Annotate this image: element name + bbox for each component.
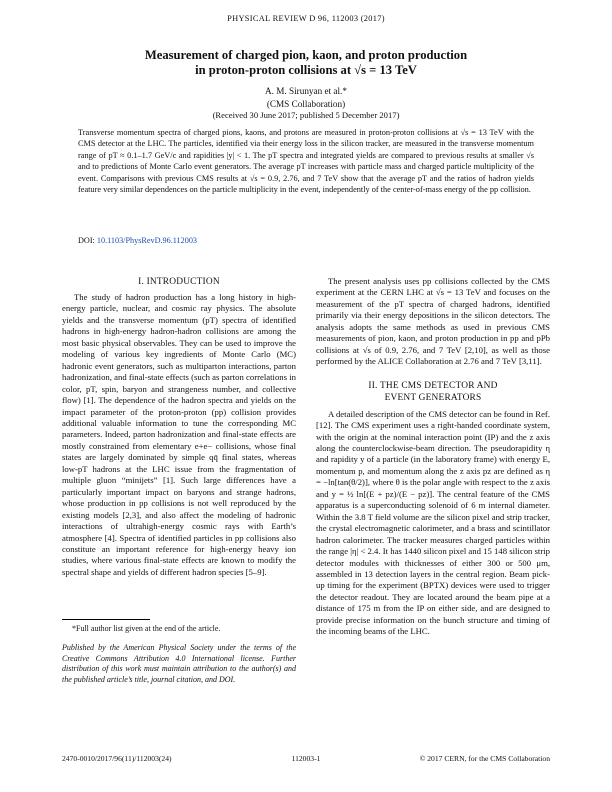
license-footnote: Published by the American Physical Society under the terms of the Creative Commons Attribution 4.0 International license. Further distribution of this work must maintain attribution to the author(s) and the published article’s title, journal citation, and DOI. (62, 643, 296, 684)
right-paragraph-2: A detailed description of the CMS detector can be found in Ref. [12]. The CMS experiment uses a right-handed coordinate system, with the origin at the nominal interaction point (IP) and the z axis along the counterclockwise-beam direction. The pseudorapidity η and rapidity y of a particle (in the laboratory frame) with energy E, momentum p, and momentum along the z axis pz are defined as η = −ln[tan(θ/2)], where θ is the polar angle with respect to the z axis and y = ½ ln[(E + pz)/(E − pz)]. The central feature of the CMS apparatus is a superconducting solenoid of 6 m internal diameter. Within the 3.8 T field volume are the silicon pixel and strip tracker, the crystal electromagnetic calorimeter, and a brass and scintillator hadron calorimeter. The tracker measures charged particles within the range |η| < 2.4. It has 1440 silicon pixel and 15 148 silicon strip detector modules with thicknesses of either 300 or 500 μm, assembled in 13 detection layers in the central region. Beam pick-up timing for the experiment (BPTX) devices were used to trigger the detector readout. They are located around the beam pipe at a distance of 175 m from the IP on either side, and are designed to provide precise information on the bunch structure and timing of the incoming beams of the LHC. (316, 408, 550, 637)
footnote-block (62, 624, 296, 685)
author-footnote: *Full author list given at the end of the article. (72, 624, 221, 633)
doi-line (78, 236, 378, 245)
doi-label: DOI: (78, 236, 95, 245)
right-column-text (316, 276, 550, 638)
journal-header: PHYSICAL REVIEW D 96, 112003 (2017) (227, 14, 385, 23)
author-line: A. M. Sirunyan et al.* (265, 86, 347, 96)
section-2-title-line-2: EVENT GENERATORS (384, 392, 482, 403)
section-2-title (316, 380, 550, 404)
collaboration-line: (CMS Collaboration) (266, 99, 346, 109)
doi-link[interactable]: 10.1103/PhysRevD.96.112003 (96, 236, 198, 245)
received-dates: (Received 30 June 2017; published 5 December 2017) (212, 110, 400, 120)
section-2-title-line-1: II. THE CMS DETECTOR AND (368, 380, 498, 391)
intro-paragraph-1: The study of hadron production has a long history in high-energy particle, nuclear, and cosmic ray physics. The absolute yields and the transverse momentum (pT) spectra of identified hadrons in high-energy hadron-hadron collisions are among the most basic physical observables. They can be used to improve the modeling of various key ingredients of Monte Carlo (MC) hadronic event generators, such as multiparton interactions, parton hadronization, and final-state effects (such as parton correlations in color, pT, spin, baryon and strangeness number, and collective flow) [1]. The dependence of the hadron spectra and yields on the impact parameter of the proton-proton (pp) collision provides additional valuable information to tune the corresponding MC parameters. Indeed, parton hadronization and final-state effects are mostly constrained from elementary e+e− collisions, whose final states are largely dominated by simple qq̄ final states, whereas low-pT hadrons at the LHC issue from the fragmentation of multiple gluon “minijets” [1]. Such large differences have a particularly important impact on baryons and strange hadrons, whose production in pp collisions is not well reproduced by the existing models [2,3], and also affect the modeling of hadronic interactions of ultrahigh-energy cosmic rays with Earth’s atmosphere [4]. Spectra of identified particles in pp collisions also constitute an important reference for high-energy heavy ion studies, where various final-state effects are known to modify the spectral shape and yields of different hadron species [5–9]. (62, 292, 296, 577)
title-line-2: in proton-proton collisions at √s = 13 TeV (195, 63, 417, 77)
right-paragraph-1: The present analysis uses pp collisions collected by the CMS experiment at the CERN LHC at √s = 13 TeV and focuses on the measurement of the pT spectra of charged hadrons, identified primarily via their energy depositions in the silicon detectors. The analysis adopts the same methods as used in previous CMS measurements of pion, kaon, and proton production in pp and pPb collisions at √s of 0.9, 2.76, and 7 TeV [2,10], as well as those performed by the ALICE Collaboration at 2.76 and 7 TeV [3,11]. (316, 276, 550, 367)
section-1-title: I. INTRODUCTION (138, 277, 220, 287)
footer-copyright: © 2017 CERN, for the CMS Collaboration (419, 754, 550, 763)
title-line-1: Measurement of charged pion, kaon, and proton production (144, 48, 468, 62)
abstract: Transverse momentum spectra of charged pions, kaons, and protons are measured in proton-proton collisions at √s = 13 TeV with the CMS detector at the LHC. The particles, identified via their energy loss in the silicon tracker, are measured in the transverse momentum range of pT ≈ 0.1–1.7 GeV/c and rapidities |y| < 1. The pT spectra and integrated yields are compared to previous results at smaller √s and to predictions of Monte Carlo event generators. The average pT increases with particle mass and charged particle multiplicity of the event. Comparisons with previous CMS results at √s = 0.9, 2.76, and 7 TeV show that the average pT and the ratios of hadron yields feature very similar dependences on the particle multiplicity in the event, independently of the center-of-mass energy of the pp collision. (78, 128, 534, 195)
footnote-rule (62, 619, 150, 620)
footer-page-number: 112003-1 (291, 754, 321, 763)
footer-issn: 2470-0010/2017/96(11)/112003(24) (62, 754, 172, 763)
left-column-text (62, 292, 296, 578)
article-title (60, 48, 552, 78)
